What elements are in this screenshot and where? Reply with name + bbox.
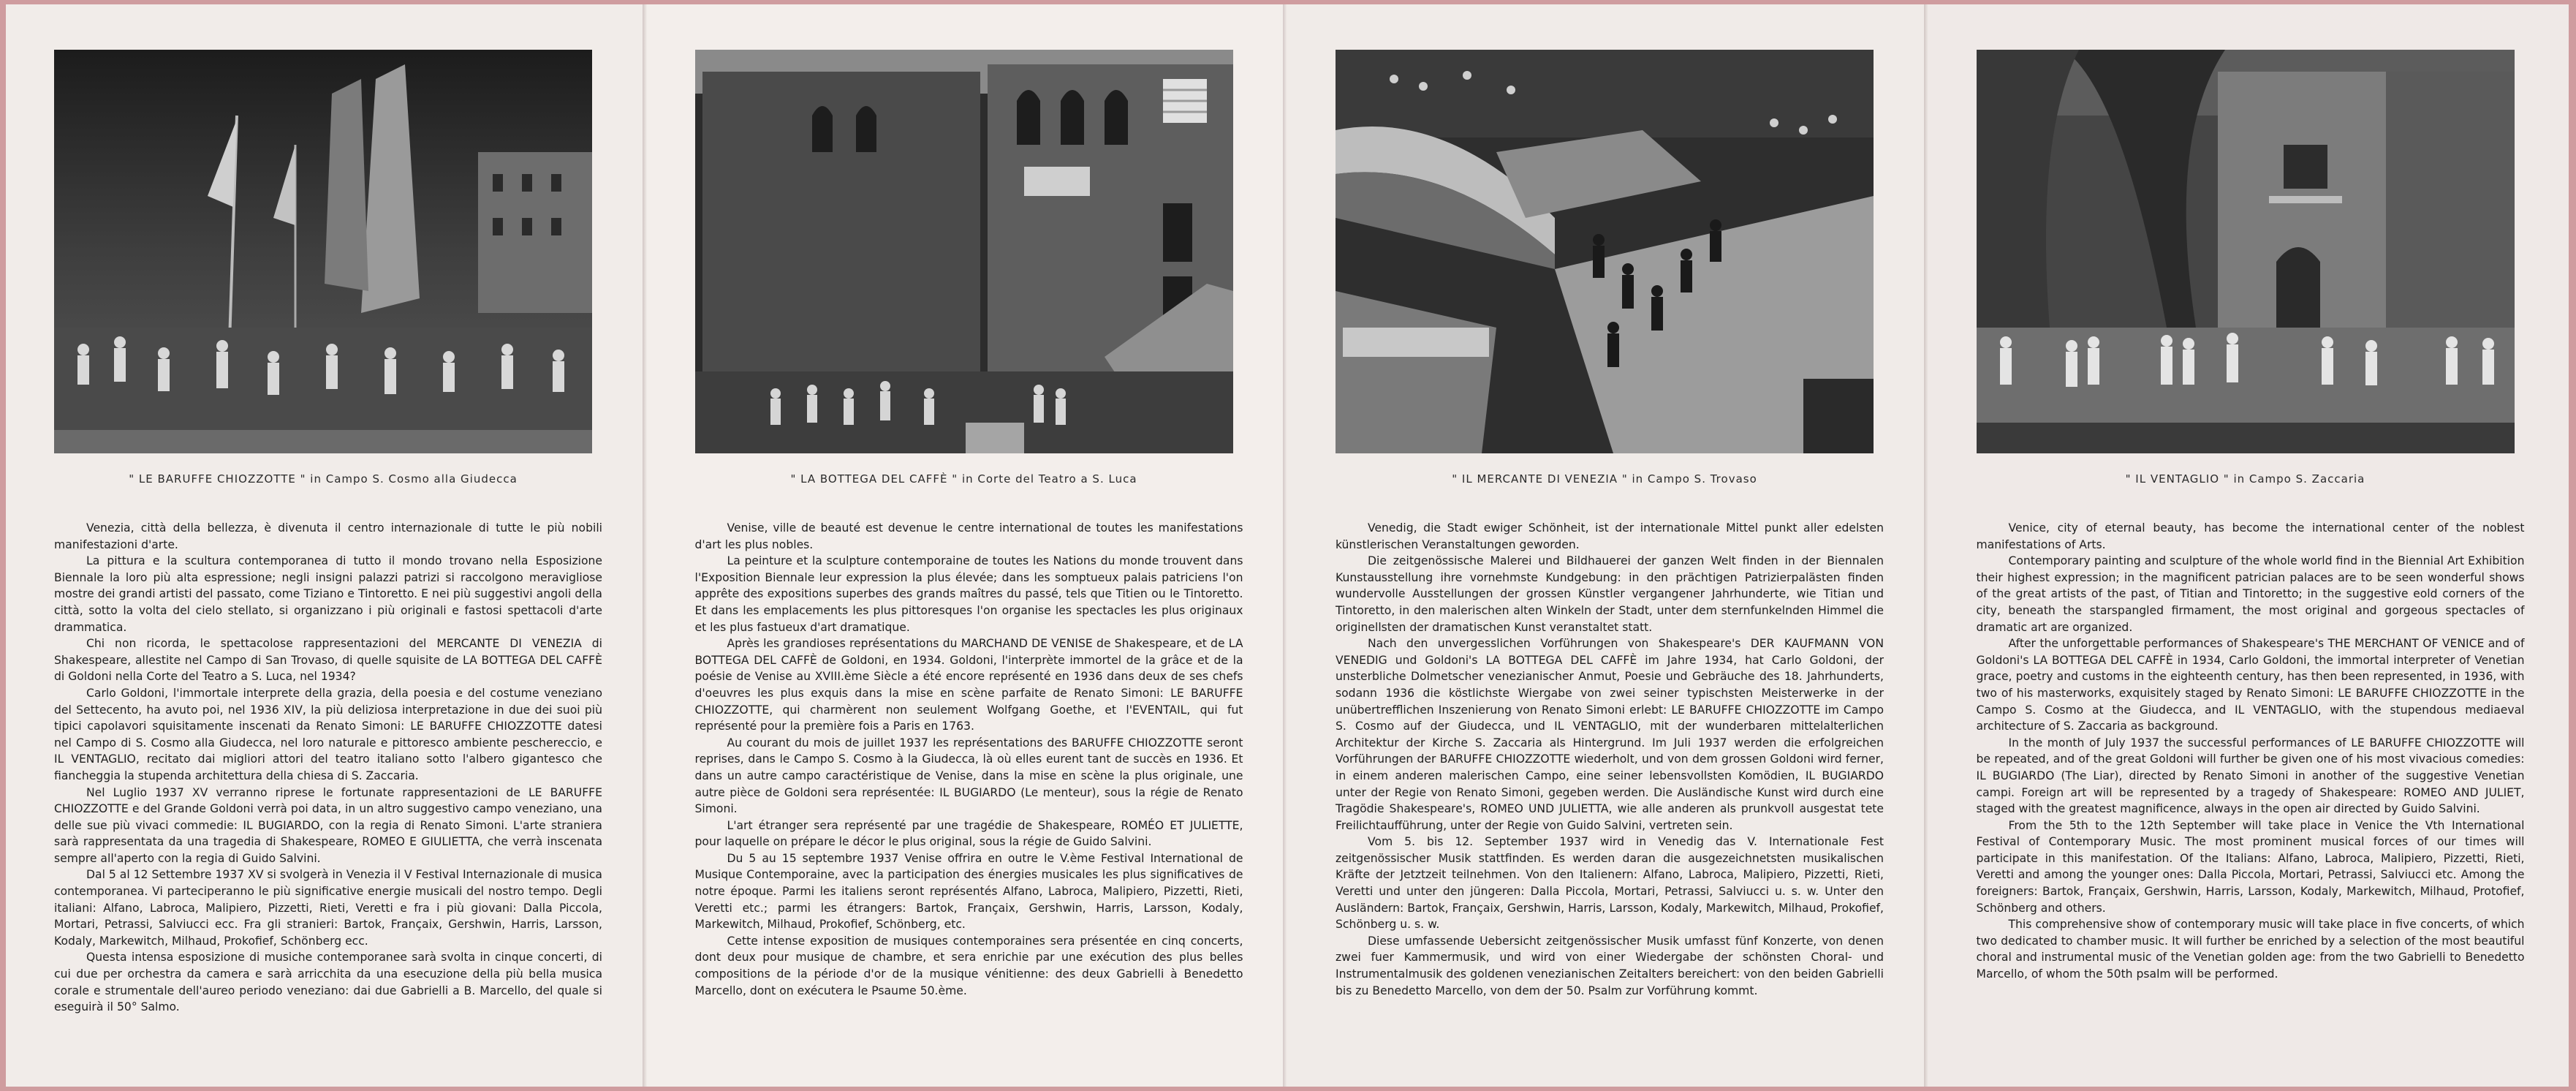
panel-german [1287,4,1928,1087]
panel-italian [6,4,647,1087]
paragraph: Carlo Goldoni, l'immortale interprete della grazia, della poesia e del costume veneziano del Settecento, ha avuto poi, nel 1936 XIV, la più deliziosa interpretazione in due dei suoi più tipici capolavori squisitamente inscenati da Renato Simoni: LE BARUFFE CHIOZZOTTE datesi nel Campo di S. Cosmo alla Giudecca, nel loro naturale e pittoresco ambiente peschereccio, e IL VENTAGLIO, recitato dai migliori attori del teatro italiano sotto l'albero gigantesco che fiancheggia la stupenda architettura della chiesa di S. Zaccaria. [54,686,602,782]
paragraph: Au courant du mois de juillet 1937 les représentations des BARUFFE CHIOZZOTTE seront reprises, dans le Campo S. Cosmo à la Giudecca, là où elles eurent tant de succès en 1936. Et dans un autre campo caractéristique de Venise, dans la mise en scène la plus originale, une autre pièce de Goldoni sera représentée: IL BUGIARDO (Le menteur), sous la régie de Renato Simoni. [694,736,1243,816]
photo-bottega-del-caffe [695,50,1233,453]
paragraph: Venise, ville de beauté est devenue le centre international de toutes les manifestations d'art les plus nobles. [694,521,1243,551]
paragraph: La pittura e la scultura contemporanea di tutto il mondo trovano nella Esposizione Biennale la loro più alta espressione; negli insigni palazzi patrizi si raccolgono meravigliose mostre dei grandi artisti del passato, come Tiziano e Tintoretto. E nei più suggestivi angoli della città, sotto la volta del cielo stellato, si organizzano i più originali e fastosi spettacoli d'arte drammatica. [54,554,602,634]
photo-caption: " IL MERCANTE DI VENEZIA " in Campo S. Trovaso [1452,472,1757,486]
photo-caption: " LA BOTTEGA DEL CAFFÈ " in Corte del Teatro a S. Luca [790,472,1137,486]
photo-caption: " LE BARUFFE CHIOZZOTTE " in Campo S. Cosmo alla Giudecca [129,472,518,486]
paragraph: Diese umfassende Uebersicht zeitgenössischer Musik umfasst fünf Konzerte, von denen zwei fuer Kammermusik, und wird von einer Wiedergabe der schönsten Choral- und Instrumentalmusik des goldenen venezianischen Zeitalters bereichert: von den beiden Gabrielli bis zu Benedetto Marcello, von dem der 50. Psalm zur Vorführung kommt. [1336,934,1884,997]
paragraph: In the month of July 1937 the successful performances of LE BARUFFE CHIOZZOTTE will be repeated, and of the great Goldoni will further be given one of his most vivacious comedies: IL BUGIARDO (The Liar), directed by Renato Simoni in another of the suggestive Venetian campi. Foreign art will be represented by a tragedy of Shakespeare: ROMEO AND JULIET, staged with the greatest magnificence, always in the open air directed by Guido Salvini. [1976,736,2525,816]
paragraph: Vom 5. bis 12. September 1937 wird in Venedig das V. Internationale Fest zeitgenössischer Musik stattfinden. Es werden daran die ausgezeichnetsten musikalischen Kräfte der Jetztzeit teilnehmen. Von den Italienern: Alfano, Labroca, Malipiero, Pizzetti, Rieti, Veretti und unter den jüngeren: Dalla Piccola, Mortari, Petrassi, Salviucci u. s. w. Unter den Ausländern: Bartok, Françaix, Gershwin, Harris, Larsson, Kodaly, Markewitch, Milhaud, Prokofief, Schönberg u. s. w. [1336,835,1884,932]
paragraph: Du 5 au 15 septembre 1937 Venise offrira en outre le V.ème Festival International de Musique Contemporaine, avec la participation des énergies musicales les plus significatives de notre époque. Parmi les italiens seront représentés Alfano, Labroca, Malipiero, Pizzetti, Rieti, Veretti etc.; parmi les étrangers: Bartok, Françaix, Gershwin, Harris, Larsson, Kodaly, Markewitch, Milhaud, Prokofief, Schönberg, etc. [694,851,1243,932]
paragraph: From the 5th to the 12th September will take place in Venice the Vth International Festival of Contemporary Music. The most prominent musical forces of our times will participate in this manifestation. Of the Italians: Alfano, Labroca, Malipiero, Pizzetti, Rieti, Veretti and among the younger ones: Dalla Piccola, Mortari, Petrassi, Salviucci etc. Among the foreigners: Bartok, Françaix, Gershwin, Harris, Larsson, Kodaly, Markewitch, Milhaud, Protofief, Schönberg and others. [1976,818,2525,915]
paragraph: Chi non ricorda, le spettacolose rappresentazioni del MERCANTE DI VENEZIA di Shakespeare, allestite nel Campo di San Trovaso, di quelle squisite de LA BOTTEGA DEL CAFFÈ di Goldoni nella Corte del Teatro a S. Luca, nel 1934? [54,637,602,684]
paragraph: This comprehensive show of contemporary music will take place in five concerts, of which two dedicated to chamber music. It will further be enriched by a selection of the most beautiful choral and instrumental music of the Venetian golden age: from the two Gabrielli to Benedetto Marcello, of whom the 50th psalm will be performed. [1976,918,2525,981]
paragraph: Questa intensa esposizione di musiche contemporanee sarà svolta in cinque concerti, di cui due per orchestra da camera e sarà arricchita da una esecuzione della più bella musica corale e strumentale dell'aureo periodo veneziano: dai due Gabrielli a B. Marcello, del quale si eseguirà il 50° Salmo. [54,951,602,1014]
paragraph: Dal 5 al 12 Settembre 1937 XV si svolgerà in Venezia il V Festival Internazionale di musica contemporanea. Vi parteciperanno le più significative energie musicali del nostro tempo. Degli italiani: Alfano, Labroca, Malipiero, Pizzetti, Rieti, Veretti e fra i più giovani: Dalla Piccola, Mortari, Petrassi, Salviucci ecc. Fra gli stranieri: Bartok, Françaix, Gershwin, Harris, Larsson, Kodaly, Markewitch, Milhaud, Prokofief, Schönberg ecc. [54,868,602,948]
paragraph: Après les grandioses représentations du MARCHAND DE VENISE de Shakespeare, et de LA BOTTEGA DEL CAFFÈ de Goldoni, en 1934. Goldoni, l'interprète immortel de la grâce et de la poésie de Venise au XVIII.ème Siècle a été encore représenté en 1936 dans deux de ses chefs d'oeuvres les plus exquis dans la mise en scène parfaite de Renato Simoni: LE BARUFFE CHIOZZOTTE, qui charmèrent non seulement Wolfgang Goethe, et l'EVENTAIL, qui fut représenté pour la première fois a Paris en 1763. [694,637,1243,733]
paragraph: Nach den unvergesslichen Vorführungen von Shakespeare's DER KAUFMANN VON VENEDIG und Goldoni's LA BOTTEGA DEL CAFFÈ im Jahre 1934, hat Carlo Goldoni, der unsterbliche Dolmetscher venezianischer Anmut, Poesie und Gebräuche des 18. Jahrhunderts, sodann 1936 die köstlichste Wiergabe von zwei seiner typischsten Meisterwerke in der unübertrefflichen Inszenierung von Renato Simoni erlebt: LE BARUFFE CHIOZZOTTE im Campo S. Cosmo auf der Giudecca, und IL VENTAGLIO, mit der wunderbaren mittelalterlichen Architektur der Kirche S. Zaccaria als Hintergrund. Im Juli 1937 werden die erfolgreichen Vorführungen der BARUFFE CHIOZZOTTE wiederholt, und von dem grossen Goldoni wird ferner, in einem anderen malerischen Campo, eine seiner lebensvollsten Komödien, IL BUGIARDO unter der Regie von Renato Simoni, gegeben werden. Die Ausländische Kunst wird durch eine Tragödie Shakespeare's, ROMEO UND JULIETTA, wie alle anderen als prunkvoll ausgestat tete Freilichtaufführung, unter der Regie von Guido Salvini, vertreten sein. [1336,637,1884,832]
paragraph: Venice, city of eternal beauty, has become the international center of the noblest manifestations of Arts. [1976,521,2525,551]
panel-english [1928,4,2569,1087]
photo-baruffe-chiozzotte [54,50,592,453]
paragraph: Venedig, die Stadt ewiger Schönheit, ist der internationale Mittel punkt aller edelsten künstlerischen Veranstaltungen geworden. [1336,521,1884,551]
article-text-english [1977,520,2525,983]
photo-mercante-di-venezia [1336,50,1874,453]
paragraph: Die zeitgenössische Malerei und Bildhauerei der ganzen Welt finden in der Biennalen Kunstausstellung ihre vornehmste Kundgebung: in den prächtigen Patrizierpalästen finden wundervolle Ausstellungen der grossen Künstler vergangener Jahrhunderte, wie Titian und Tintoretto, in den malerischen alten Winkeln der Stadt, unter dem sternfunkelnden Himmel die originellsten der dramatischen Kunst veranstaltet statt. [1336,554,1884,634]
photo-caption: " IL VENTAGLIO " in Campo S. Zaccaria [2125,472,2365,486]
paragraph: L'art étranger sera représenté par une tragédie de Shakespeare, ROMÉO ET JULIETTE, pour laquelle on prépare le décor le plus original, sous la régie de Guido Salvini. [694,818,1243,849]
photo-ventaglio [1977,50,2515,453]
paragraph: Cette intense exposition de musiques contemporaines sera présentée en cinq concerts, dont deux pour musique de chambre, et sera enrichie par une exécution des plus belles compositions de la période d'or de la musique vénitienne: des deux Gabrielli à Benedetto Marcello, dont on exécutera le Psaume 50.ème. [694,934,1243,997]
article-text-italian [54,520,602,1016]
paragraph: Contemporary painting and sculpture of the whole world find in the Biennial Art Exhibition their highest expression; in the magnificent patrician palaces are to be seen wonderful shows of the great artists of the past, of Titian and Tintoretto; in the suggestive eold corners of the city, beneath the starspangled firmament, the most original and gorgeous spectacles of dramatic art are organized. [1976,554,2525,634]
brochure-sheet [6,4,2569,1087]
paragraph: After the unforgettable performances of Shakespeare's THE MERCHANT OF VENICE and of Goldoni's LA BOTTEGA DEL CAFFÈ in 1934, Carlo Goldoni, the immortal interpreter of Venetian grace, poetry and customs in the eighteenth century, has then been represented, in 1936, with two of his masterworks, exquisitely staged by Renato Simoni: LE BARUFFE CHIOZZOTTE in the Campo S. Cosmo at the Giudecca, and IL VENTAGLIO, with the stupendous mediaeval architecture of S. Zaccaria as background. [1976,637,2525,733]
article-text-german [1336,520,1884,999]
panel-french [647,4,1288,1087]
article-text-french [695,520,1243,999]
paragraph: Venezia, città della bellezza, è divenuta il centro internazionale di tutte le più nobili manifestazioni d'arte. [54,521,602,551]
paragraph: La peinture et la sculpture contemporaine de toutes les Nations du monde trouvent dans l'Exposition Biennale leur expression la plus élevée; dans les somptueux palais patriciens l'on apprête des expositions superbes des grands maîtres du passé, tels que Titien ou le Tintoretto. Et dans les emplacements les plus pittoresques l'on organise les spectacles les plus originaux et les plus fastueux d'art dramatique. [694,554,1243,634]
paragraph: Nel Luglio 1937 XV verranno riprese le fortunate rappresentazioni de LE BARUFFE CHIOZZOTTE e del Grande Goldoni verrà poi data, in un altro suggestivo campo veneziano, una delle sue più vivaci commedie: IL BUGIARDO, con la regia di Renato Simoni. L'arte straniera sarà rappresentata da una tragedia di Shakespeare, ROMEO E GIULIETTA, che verrà inscenata sempre all'aperto con la regia di Guido Salvini. [54,785,602,865]
